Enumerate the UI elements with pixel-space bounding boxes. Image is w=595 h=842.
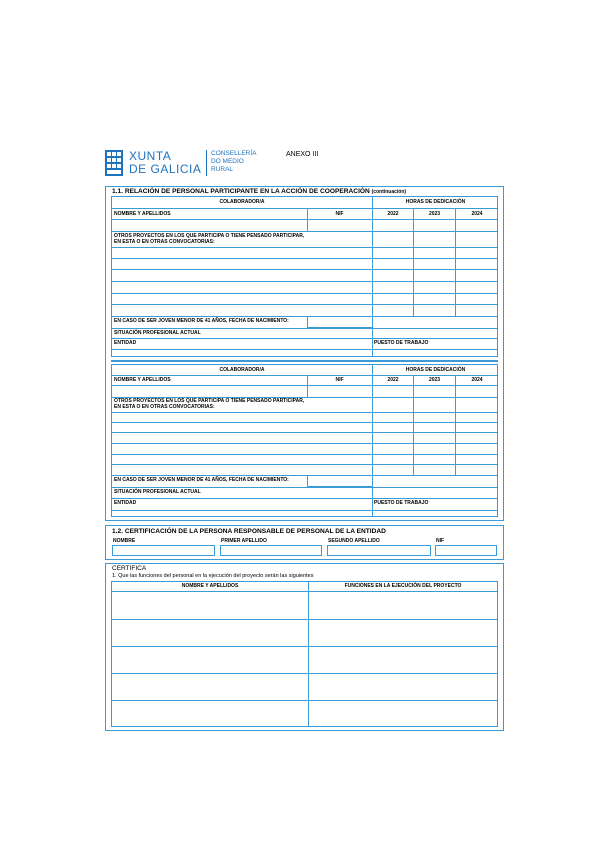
responsible-surname2-label: SEGUNDO APELLIDO (328, 538, 380, 544)
collaborator-header: COLABORADOR/A (219, 199, 265, 205)
section-2-title: 1.2. CERTIFICACIÓN DE LA PERSONA RESPONSABLE DE PERSONAL DE LA ENTIDAD (112, 528, 386, 535)
other-projects-label-line1: OTROS PROYECTOS EN LOS QUE PARTICIPA O TIENE PENSADO PARTICIPAR, (114, 233, 305, 239)
responsible-surname1-label: PRIMER APELLIDO (221, 538, 267, 544)
year-2022: 2022 (387, 211, 399, 217)
section-1-title-text: 1.1. RELACIÓN DE PERSONAL PARTICIPANTE EN LA ACCIÓN DE COOPERACIÓN (112, 188, 370, 195)
birth-date-field-2[interactable] (307, 475, 373, 487)
logo-line1: XUNTA (129, 149, 172, 163)
department-line1: CONSELLERÍA (211, 150, 257, 157)
responsible-nif-label: NIF (436, 538, 445, 544)
hours-header: HORAS DE DEDICACIÓN (405, 367, 466, 373)
birth-date-field-1[interactable] (307, 316, 373, 328)
block-separator (111, 360, 498, 362)
other-projects-label-line2: EN ESTA O EN OTRAS CONVOCATORIAS: (114, 404, 215, 410)
hours-header: HORAS DE DEDICACIÓN (405, 199, 466, 205)
other-projects-label-line1: OTROS PROYECTOS EN LOS QUE PARTICIPA O TIENE PENSADO PARTICIPAR, (114, 398, 305, 404)
certify-title: CERTIFICA (112, 565, 147, 572)
xunta-emblem-icon (105, 150, 123, 176)
responsible-nif-field[interactable] (435, 545, 497, 556)
job-label: PUESTO DE TRABAJO (374, 340, 429, 346)
department-line2: DO MEDIO (211, 158, 244, 165)
situation-label: SITUACIÓN PROFESIONAL ACTUAL (114, 330, 201, 336)
entity-label: ENTIDAD (114, 500, 137, 506)
collaborator-block-2 (111, 364, 498, 517)
responsible-name-field[interactable] (112, 545, 215, 556)
year-2023: 2023 (428, 377, 441, 383)
responsible-surname1-field[interactable] (220, 545, 322, 556)
functions-table (111, 581, 498, 727)
nif-label: NIF (335, 211, 344, 217)
year-2023: 2023 (428, 211, 441, 217)
year-2022: 2022 (387, 377, 399, 383)
responsible-surname2-field[interactable] (327, 545, 431, 556)
year-2024: 2024 (471, 377, 483, 383)
annex-label: ANEXO III (286, 151, 319, 158)
logo-divider (206, 150, 207, 176)
responsible-name-label: NOMBRE (113, 538, 136, 544)
xunta-logo (105, 149, 265, 177)
situation-label: SITUACIÓN PROFESIONAL ACTUAL (114, 489, 201, 495)
col-functions-header: FUNCIONES EN LA EJECUCIÓN DEL PROYECTO (344, 583, 462, 589)
logo-line2: DE GALICIA (129, 162, 202, 176)
other-projects-label-line2: EN ESTA O EN OTRAS CONVOCATORIAS: (114, 239, 215, 245)
col-name-header: NOMBRE Y APELLIDOS (181, 583, 239, 589)
young-birth-date-label: EN CASO DE SER JOVEN MENOR DE 41 AÑOS, FECHA DE NACIMIENTO: (114, 318, 289, 324)
job-label: PUESTO DE TRABAJO (374, 500, 429, 506)
entity-label: ENTIDAD (114, 340, 137, 346)
name-label: NOMBRE Y APELLIDOS (114, 211, 171, 217)
nif-label: NIF (335, 377, 344, 383)
year-2024: 2024 (471, 211, 483, 217)
young-birth-date-label: EN CASO DE SER JOVEN MENOR DE 41 AÑOS, FECHA DE NACIMIENTO: (114, 477, 289, 483)
section-1-title-suffix: (continuación) (371, 189, 407, 195)
collaborator-header: COLABORADOR/A (219, 367, 265, 373)
certify-text: 1. Que las funciones del personal en la ejecución del proyecto serán las siguientes (112, 573, 314, 579)
section-1-title (112, 188, 406, 195)
name-label: NOMBRE Y APELLIDOS (114, 377, 171, 383)
department-line3: RURAL (211, 166, 234, 173)
collaborator-block-1 (111, 196, 498, 357)
